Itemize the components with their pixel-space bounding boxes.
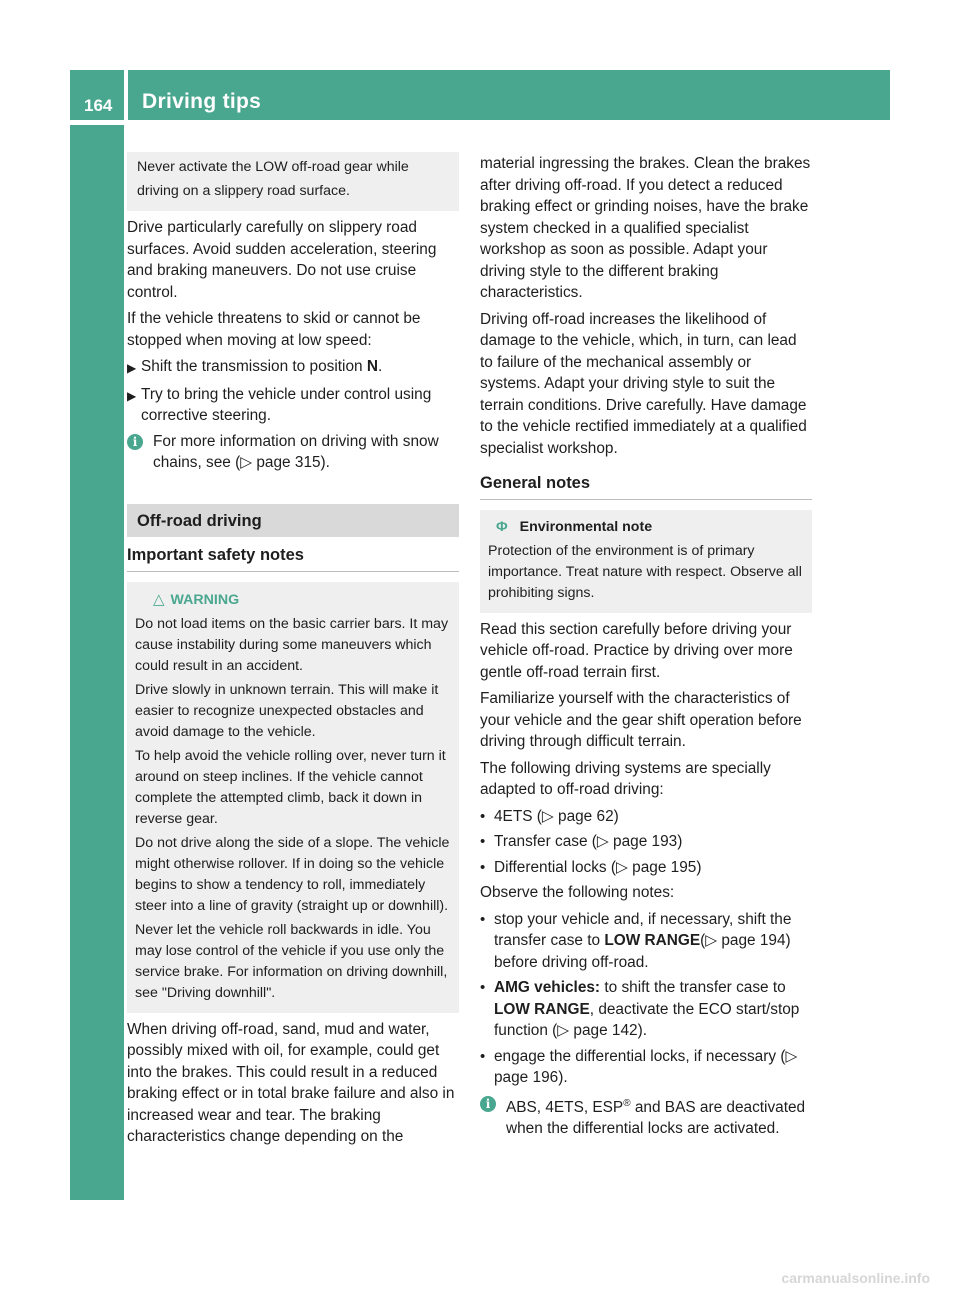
skid-paragraph: If the vehicle threatens to skid or cannot be stopped when moving at low speed: [127, 310, 421, 349]
warning-paragraph: To help avoid the vehicle rolling over, never turn it around on steep inclines. If the vehicle cannot complete the attempted climb, back it down in reverse gear. [135, 747, 446, 827]
subheading-safety: Important safety notes [127, 545, 459, 572]
environmental-note-box [480, 510, 812, 613]
list-item: • AMG vehicles: to shift the transfer case to LOW RANGE, deactivate the ECO start/stop function (▷ page 142). [480, 979, 800, 1039]
chapter-sidebar [70, 125, 124, 1200]
step-arrow-icon: ▶ [127, 361, 137, 375]
warning-triangle-icon: △ [153, 590, 165, 608]
list-item: • engage the differential locks, if necessary (▷ page 196). [480, 1047, 798, 1086]
page-number: 164 [84, 96, 113, 115]
right-column [480, 153, 812, 1145]
info-differential-locks: i ABS, 4ETS, ESP® and BAS are deactivated when the differential locks are activated. [480, 1093, 812, 1140]
warning-paragraph: Never let the vehicle roll backwards in idle. You may lose control of the vehicle if you use only the service brake. For information on driving downhill, see "Driving downhill". [135, 921, 448, 1001]
notes-intro: Observe the following notes: [480, 884, 675, 901]
warning-paragraph: Do not load items on the basic carrier bars. It may cause instability during some maneuvers which could result in an accident. [135, 615, 449, 674]
step-shift-neutral: ▶ Shift the transmission to position N. [127, 356, 459, 380]
warning-box [127, 582, 459, 1013]
info-snow-chains [127, 431, 459, 474]
gear-position: N [366, 358, 378, 375]
header-bar [128, 70, 890, 120]
systems-intro-paragraph: The following driving systems are specially adapted to off-road driving: [480, 759, 771, 798]
slippery-road-paragraph: Drive particularly carefully on slippery road surfaces. Avoid sudden acceleration, steering and braking maneuvers. Do not use cruise control. [127, 219, 437, 301]
brakes-paragraph: When driving off-road, sand, mud and water, possibly mixed with oil, for example, could get into the brakes. This could result in a reduced braking effect or in total brake failure and also in increased wear and tear. The braking characteristics change depending on the [127, 1020, 455, 1145]
environmental-text: Protection of the environment is of primary importance. Treat nature with respect. Observe all prohibiting signs. [488, 542, 802, 601]
warning-paragraph: Drive slowly in unknown terrain. This will make it easier to recognize unexpected obstacles and avoid damage to the vehicle. [135, 681, 439, 740]
info-icon: i [127, 434, 143, 450]
info-text: For more information on driving with snow chains, see (▷ page 315). [153, 432, 439, 471]
familiarize-paragraph: Familiarize yourself with the characteristics of your vehicle and the gear shift operation before driving through difficult terrain. [480, 690, 802, 750]
caution-line-2: driving on a slippery road surface. [137, 183, 350, 199]
list-item: • 4ETS (▷ page 62) [480, 807, 619, 825]
left-column [127, 152, 459, 1153]
step-corrective-steering [127, 384, 459, 427]
step-text: Shift the transmission to position [141, 358, 367, 375]
watermark: carmanualsonline.info [781, 1270, 930, 1286]
environment-bulb-icon: Φ [496, 518, 508, 535]
list-item: • stop your vehicle and, if necessary, shift the transfer case to LOW RANGE(▷ page 194) before driving off-road. [480, 910, 792, 971]
warning-paragraph: Do not drive along the side of a slope. The vehicle might otherwise rollover. If in doing so the vehicle begins to show a tendency to roll, immediately steer into a line of gravity (straight up or downhill). [135, 834, 450, 914]
info-icon: i [480, 1096, 496, 1112]
read-section-paragraph: Read this section carefully before driving your vehicle off-road. Practice by driving over more gentle off-road terrain first. [480, 620, 793, 681]
damage-paragraph: Driving off-road increases the likelihood of damage to the vehicle, which, in turn, can lead to failure of the mechanical assembly or systems. Adapt your driving style to suit the terrain conditions. Drive carefully. Have damage to the vehicle rectified immediately at a qualified specialist workshop. [480, 310, 807, 457]
subheading-general-notes: General notes [480, 473, 812, 500]
page-title: Driving tips [142, 90, 262, 113]
brakes-continued-paragraph: material ingressing the brakes. Clean the brakes after driving off-road. If you detect a reduced braking effect or grinding noises, have the brake system checked in a qualified specialist workshop as soon as possible. Adapt your driving style to the different braking characteristics. [480, 155, 811, 301]
caution-line-1: Never activate the LOW off-road gear while [137, 159, 409, 175]
environmental-heading: Φ Environmental note [496, 517, 804, 538]
list-item: • Differential locks (▷ page 195) [480, 858, 702, 876]
page-number-box [70, 70, 124, 120]
warning-heading: △ WARNING [153, 590, 240, 608]
section-heading: Off-road driving [127, 504, 459, 538]
step-text: Try to bring the vehicle under control using corrective steering. [141, 385, 432, 424]
caution-note [127, 152, 459, 211]
chapter-label: Driving and parking [84, 410, 107, 608]
step-arrow-icon: ▶ [127, 388, 137, 403]
list-item: • Transfer case (▷ page 193) [480, 833, 683, 850]
